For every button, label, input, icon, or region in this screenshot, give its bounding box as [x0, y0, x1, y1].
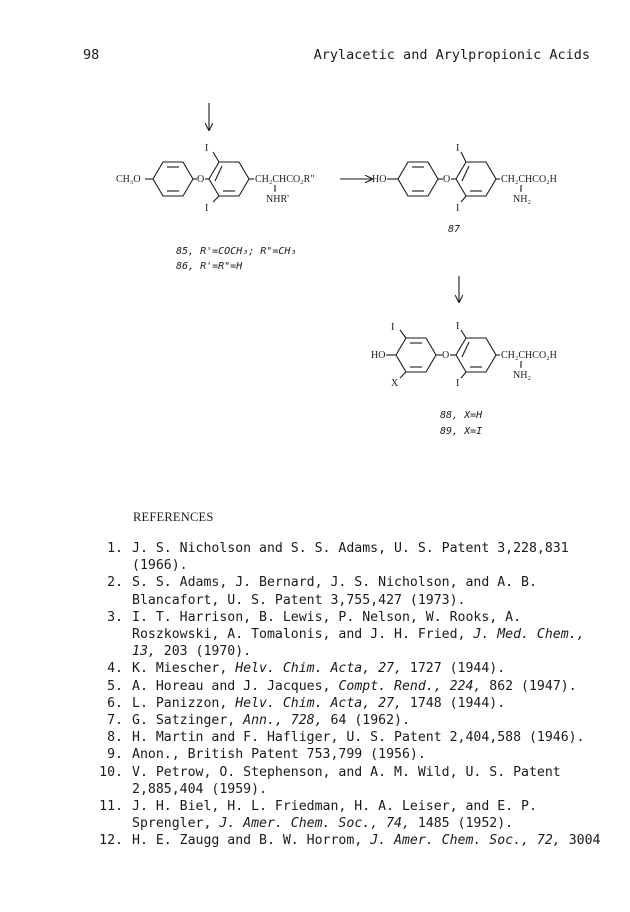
- references-list: [75, 540, 615, 850]
- compound-label-89: 89, X=I: [440, 426, 483, 437]
- iodine-bottom: I: [456, 378, 460, 389]
- reference-item: [75, 574, 615, 608]
- reference-pages-year: 1748 (1944).: [401, 695, 506, 711]
- reference-text: [132, 678, 615, 695]
- compound-label-88: 88, X=H: [440, 410, 483, 421]
- iodine-bottom: I: [205, 203, 209, 214]
- amine-group: NHR': [266, 194, 289, 205]
- reference-pages-year: 1727 (1944).: [401, 661, 506, 677]
- reference-authors: G. Satzinger,: [132, 713, 244, 729]
- compound-label-86: 86, R'=R"=H: [176, 261, 243, 272]
- ether-oxygen: O: [197, 174, 205, 185]
- reference-text: [132, 695, 615, 712]
- amine-group: NH₂: [513, 194, 531, 205]
- reference-number: 10.: [99, 764, 123, 780]
- reference-pages-year: 203 (1970).: [155, 644, 252, 660]
- page-number: 98: [83, 47, 100, 63]
- reference-journal: Compt. Rend., 224,: [338, 678, 482, 694]
- reference-text: [132, 609, 615, 661]
- reference-number: 2.: [107, 575, 123, 591]
- structure-88-89: [371, 321, 557, 389]
- reference-number: 9.: [107, 747, 123, 763]
- hydroxy-group: HO: [372, 174, 387, 185]
- reference-journal: J. Amer. Chem. Soc., 74,: [219, 816, 410, 832]
- reference-item: [75, 746, 615, 763]
- reference-item: [75, 832, 615, 849]
- reference-authors: I. T. Harrison, B. Lewis, P. Nelson, W. Rooks, A. Roszkowski, A. Tomalonis, and J. H. Fried,: [132, 609, 529, 643]
- ether-oxygen: O: [443, 174, 451, 185]
- reference-item: [75, 678, 615, 695]
- reference-pages-year: 1485 (1952).: [409, 816, 514, 832]
- reference-number: 7.: [107, 713, 123, 729]
- reference-authors: L. Panizzon,: [132, 695, 236, 711]
- side-chain: CH₂CHCO₂H: [501, 350, 557, 361]
- reference-authors: J. H. Biel, H. L. Friedman, H. A. Leiser, and E. P. Sprengler,: [132, 799, 545, 832]
- reference-text: S. S. Adams, J. Bernard, J. S. Nicholson, and A. B. Blancafort, U. S. Patent 3,755,427 (1973).: [132, 575, 545, 608]
- reference-journal: Ann., 728,: [243, 713, 323, 729]
- reference-item: [75, 660, 615, 677]
- reference-number: 5.: [107, 678, 123, 694]
- hydroxy-group: HO: [371, 350, 386, 361]
- reference-authors: H. E. Zaugg and B. W. Horrom,: [132, 833, 371, 849]
- reference-pages-year: 3004: [560, 833, 601, 849]
- reference-journal: Helv. Chim. Acta, 27,: [235, 695, 402, 711]
- iodine-top: I: [456, 321, 460, 332]
- x-substituent: X: [391, 378, 399, 389]
- references-heading: REFERENCES: [133, 510, 214, 524]
- reference-item: [75, 695, 615, 712]
- reference-number: 11.: [99, 799, 123, 815]
- reference-text: [132, 832, 615, 849]
- reference-number: 3.: [107, 609, 123, 625]
- side-chain: CH₂CHCO₂H: [501, 174, 557, 185]
- reference-item: [75, 798, 615, 832]
- reference-item: [75, 609, 615, 661]
- reference-journal: J. Med. Chem., 13,: [132, 627, 593, 660]
- reference-number: 6.: [107, 695, 123, 711]
- reference-journal: Helv. Chim. Acta, 27,: [235, 661, 402, 677]
- reference-item: [75, 764, 615, 798]
- reference-text: V. Petrow, O. Stephenson, and A. M. Wild, U. S. Patent 2,885,404 (1959).: [132, 764, 569, 797]
- reference-item: [75, 712, 615, 729]
- structure-87: [372, 143, 557, 214]
- reference-authors: K. Miescher,: [132, 661, 236, 677]
- reference-text: Anon., British Patent 753,799 (1956).: [132, 747, 426, 763]
- reference-text: [132, 798, 615, 832]
- iodine-bottom: I: [456, 203, 460, 214]
- reference-item: [75, 729, 615, 746]
- compound-label-85: 85, R'=COCH₃; R"=CH₃: [176, 246, 297, 257]
- reference-text: J. S. Nicholson and S. S. Adams, U. S. Patent 3,228,831 (1966).: [132, 541, 577, 574]
- reference-number: 8.: [107, 730, 123, 746]
- reference-number: 12.: [99, 833, 123, 849]
- reference-pages-year: 862 (1947).: [481, 678, 577, 694]
- reference-pages-year: 64 (1962).: [322, 713, 410, 729]
- reference-number: 4.: [107, 661, 123, 677]
- iodine-top: I: [205, 143, 209, 154]
- methoxy-group: CH₃O: [116, 174, 141, 185]
- side-chain: CH₂CHCO₂R": [255, 174, 315, 185]
- amine-group: NH₂: [513, 370, 531, 381]
- running-head: Arylacetic and Arylpropionic Acids: [313, 47, 590, 63]
- outer-iodine: I: [391, 322, 395, 333]
- structure-85-86: [116, 143, 314, 214]
- reference-text: H. Martin and F. Hafliger, U. S. Patent 2,404,588 (1946).: [132, 730, 585, 746]
- reference-authors: A. Horeau and J. Jacques,: [132, 678, 339, 694]
- reference-item: [75, 540, 615, 574]
- reference-journal: J. Amer. Chem. Soc., 72,: [370, 833, 561, 849]
- iodine-top: I: [456, 143, 460, 154]
- reference-text: [132, 712, 615, 729]
- reference-number: 1.: [107, 541, 123, 556]
- compound-label-87: 87: [448, 224, 461, 235]
- reference-text: [132, 660, 615, 677]
- ether-oxygen: O: [442, 350, 450, 361]
